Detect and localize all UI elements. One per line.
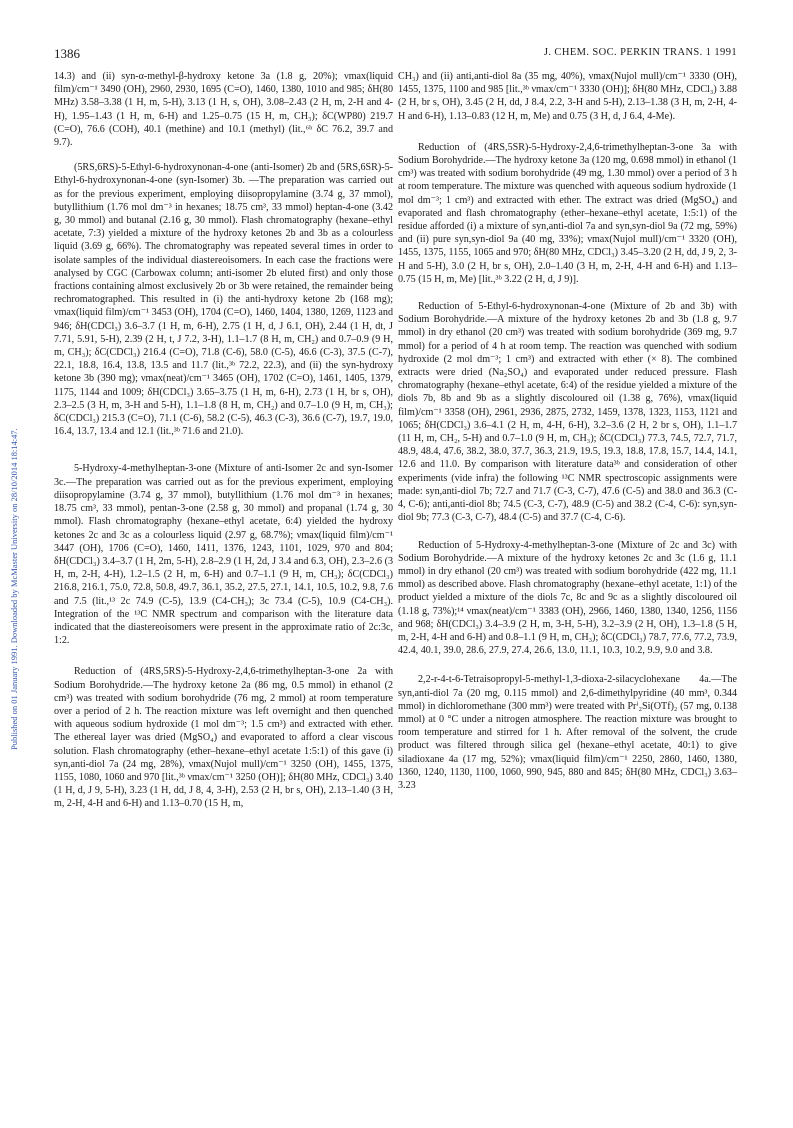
paragraph: Reduction of 5-Ethyl-6-hydroxynonan-4-one (Mixture of 2b and 3b) with Sodium Borohydride.—A mixture of the hydroxy ketones 2b and 3b (1.8 g, 9.7 mmol) in dry ethanol (20 cm³) was treated with sodium borohydride (369 mg, 9.7 mmol) for a period of 4 h at room temp. The reaction was quenched with sodium hydroxide (2 mol dm⁻³; 1 cm³) and extracted with ether (× 8). The combined extracts were dried (Na₂SO₄) and evaporated under reduced pressure. Flash chromatography (hexane–ethyl acetate, 6:4) of the residue yielded a mixture of the diols 7b, 8b and 9b as a slightly discoloured oil (1.38 g, 76%), νmax(liquid film)/cm⁻¹ 3358 (OH), 2961, 2936, 2875, 2732, 1459, 1378, 1323, 1153, 1121 and 1065; δH(CDCl₃) 3.6–4.1 (2 H, m, 4-H, 6-H), 3.2–3.6 (2 H, 2 br s, OH), 1.1–1.7 (11 H, m, CH₂, 5-H) and 0.7–1.0 (9 H, m, CH₃); δC(CDCl₃) 77.3, 74.5, 72.7, 71.7, 48.9, 48.4, 47.6, 38.2, 38.0, 37.7, 36.3, 21.9, 19.5, 19.3, 18.8, 17.8, 15.7, 14.4, 14.1, 12.6 and 11.0. By comparison with literature data³ᵇ and consideration of other experiments (vide infra) the following ¹³C NMR spectroscopic assignments were made: syn,anti-diol 7b; 72.7 and 71.7 (C-3, C-7), 47.6 (C-5) and 38.0 and 36.3 (C-4, C-6); anti,anti-diol 8b; 74.5 (C-3, C-7), 48.9 (C-5) and 38.2 (C-4, C-6): syn,syn-diol 9b; 77.3 (C-3, C-7), 48.4 (C-5) and 37.7 (C-4, C-6). <box>398 301 737 524</box>
paragraph: 2,2-r-4-t-6-Tetraisopropyl-5-methyl-1,3-dioxa-2-silacyclohexane 4a.—The syn,anti-diol 7a (20 mg, 0.115 mmol) and 2,6-dimethylpyridine (40 mm³, 0.344 mmol) in dichloromethane (300 mm³) were treated with Prⁱ₂Si(OTf)₂ (57 mg, 0.138 mmol) at 0 °C under a nitrogen atmosphere. The reaction mixture was brought to room temperature and stirred for 1 h. After removal of the solvent, the crude product was filtered through silica gel (hexane–ethyl acetate, 40:1) to give siladioxane 4a (17 mg, 52%); νmax(liquid film)/cm⁻¹ 2250, 2860, 1460, 1380, 1360, 1240, 1130, 1100, 1060, 990, 945, 880 and 845; δH(80 MHz, CDCl₃) 3.63–3.23 <box>398 674 737 791</box>
page-number: 1386 <box>54 46 80 61</box>
paragraph: 5-Hydroxy-4-methylheptan-3-one (Mixture of anti-Isomer 2c and syn-Isomer 3c.—The preparation was carried out as for the previous experiment, employing diisopropylamine (3.74 g, 37 mmol), butyllithium (1.76 mol dm⁻³ in hexanes; 18.75 cm³, 33 mmol), pentan-3-one (2.58 g, 30 mmol) and propanal (1.74 g, 30 mmol). Flash chromatography (hexane–ethyl acetate, 6:4) yielded the hydroxy ketones 2c and 3c as a colourless liquid (2.97 g, 68.7%); νmax(liquid film)/cm⁻¹ 3447 (OH), 1706 (C=O), 1460, 1411, 1376, 1243, 1101, 1029, 970 and 804; δH(CDCl₃) 3.4–3.7 (1 H, 2m, 5-H), 2.8–2.9 (1 H, 2d, J 3.4 and 6.3, OH), 2.3–2.6 (3 H, m, 2-H, 4-H), 1.2–1.5 (2 H, m, 6-H) and 0.7–1.1 (9 H, m, CH₃); δC(CDCl₃) 216.8, 216.1, 75.0, 72.8, 50.8, 49.7, 36.1, 35.2, 27.5, 27.1, 14.1, 10.5, 10.2, 9.8, 7.6 and 7.5 (lit.,¹³ 2c 74.9 (C-5), 13.9 (C4-CH₃); 3c 73.4 (C-5), 10.9 (C4-CH₃). Integration of the ¹³C NMR spectrum and comparison with the literature data indicated that the diastereoisomers were present in the approximate ratio of 2c:3c, 1:2. <box>54 463 393 647</box>
right-column <box>398 70 737 792</box>
journal-header: J. CHEM. SOC. PERKIN TRANS. 1 1991 <box>543 47 737 58</box>
paragraph: (5RS,6RS)-5-Ethyl-6-hydroxynonan-4-one (anti-Isomer) 2b and (5RS,6SR)-5-Ethyl-6-hydroxynonan-4-one (syn-Isomer) 3b. —The preparation was carried out as for the previous experiment, employing diisopropylamine (3.74 g, 37 mmol), butyllithium (1.76 mol dm⁻³ in hexanes; 18.75 cm³, 33 mmol) heptan-4-one (3.42 g, 30 mmol) and butanal (2.16 g, 30 mmol). Flash chromatography (hexane–ethyl acetate, 7:3) yielded a mixture of the hydroxy ketones 2b and 3b as a colourless liquid (3.69 g, 66%). The chromatography was repeated several times in order to isolate samples of the individual diastereoisomers. In each case the fractions were analysed by CGC (Carbowax column; anti-isomer 2b eluted first) and only those fractions containing almost exclusively 2b or 3b were retained, the remainder being rechromatographed. This resulted in (i) the anti-hydroxy ketone 2b (168 mg); νmax(liquid film)/cm⁻¹ 3453 (OH), 1704 (C=O), 1460, 1404, 1380, 1269, 1123 and 946; δH(CDCl₃) 3.6–3.7 (1 H, m, 6-H), 2.75 (1 H, d, J 6.1, OH), 2.44 (1 H, dt, J 7.71, 5.91, 5-H), 2.39 (2 H, t, J 7.2, 3-H), 1.1–1.7 (8 H, m, CH₂) and 0.7–0.9 (9 H, m, CH₃); δC(CDCl₃) 216.4 (C=O), 71.8 (C-6), 58.0 (C-5), 46.6 (C-3), 37.5 (C-7), 22.1, 18.8, 16.4, 13.8, 13.5 and 11.7 (lit.,³ᵇ 72.2, 22.3), and (ii) the syn-hydroxy ketone 3b (390 mg); νmax(neat)/cm⁻¹ 3465 (OH), 1702 (C=O), 1461, 1405, 1379, 1175, 1144 and 1009; δH(CDCl₃) 3.65–3.75 (1 H, m, 6-H), 2.73 (1 H, br s, OH), 2.3–2.5 (3 H, m, 3-H and 5-H), 1.1–1.8 (8 H, m, CH₂) and 0.7–1.0 (9 H, m, CH₃); δC(CDCl₃) 215.3 (C=O), 71.1 (C-6), 58.2 (C-5), 46.3 (C-3), 36.6 (C-7), 19.7, 19.0, 16.4, 13.7, 13.4 and 12.1 (lit.,³ᵇ 71.6 and 21.0). <box>54 162 393 438</box>
paragraph: Reduction of 5-Hydroxy-4-methylheptan-3-one (Mixture of 2c and 3c) with Sodium Borohydride.—A mixture of the hydroxy ketones 2c and 3c (1.6 g, 11.1 mmol) in dry ethanol (20 cm³) was treated with sodium borohydride (422 mg, 11.1 mmol) as described above. Flash chromatography (hexane–ethyl acetate, 1:1) of the product yielded a mixture of the diols 7c, 8c and 9c as a slightly discoloured oil (1.18 g, 73%);¹⁴ νmax(neat)/cm⁻¹ 3383 (OH), 2966, 1460, 1380, 1340, 1256, 1156 and 968; δH(CDCl₃) 3.4–3.9 (2 H, m, 3-H, 5-H), 3.2–3.9 (2 H, OH), 1.3–1.8 (5 H, m, 2-H, 4-H and 6-H) and 0.8–1.1 (9 H, m, CH₃); δC(CDCl₃) 78.7, 77.6, 77.2, 73.9, 42.4, 40.1, 39.0, 28.6, 27.9, 27.4, 26.6, 13.0, 11.1, 10.3, 10.2, 9.9, 9.0 and 3.8. <box>398 539 737 657</box>
paragraph: CH₃) and (ii) anti,anti-diol 8a (35 mg, 40%), νmax(Nujol mull)/cm⁻¹ 3330 (OH), 1455, 1375, 1100 and 985 [lit.,³ᵇ νmax/cm⁻¹ 3330 (OH)]; δH(80 MHz, CDCl₃) 3.88 (2 H, br s, OH), 3.45 (2 H, dd, J 8.4, 2.2, 3-H and 5-H), 2.13–1.38 (3 H, m, 2-H, 4-H and 6-H), 1.13–0.83 (12 H, m, Me) and 0.75 (3 H, d, J 6.4, 4-Me). <box>398 71 737 122</box>
paragraph: 14.3) and (ii) syn-α-methyl-β-hydroxy ketone 3a (1.8 g, 20%); νmax(liquid film)/cm⁻¹ 3490 (OH), 2960, 2930, 1695 (C=O), 1460, 1380, 1010 and 985; δH(80 MHz) 3.58–3.38 (1 H, m, 5-H), 3.13 (1 H, s, OH), 3.08–2.43 (2 H, m, 2-H and 4-H), 1.95–1.43 (1 H, m, 6-H) and 1.25–0.75 (15 H, m, CH₃); δC(WP80) 219.7 (C=O), 76.6 (COH), 40.1 (methine) and 10.1 (methyl) (lit.,⁶ᵇ δC 76.2, 39.7 and 9.7). <box>54 71 393 149</box>
left-column <box>54 70 393 811</box>
paragraph: Reduction of (4RS,5RS)-5-Hydroxy-2,4,6-trimethylheptan-3-one 2a with Sodium Borohydride.—The hydroxy ketone 2a (86 mg, 0.5 mmol) in ethanol (2 cm³) was treated with sodium borohydride (76 mg, 2 mmol) at room temperature over a period of 2 h. The reaction mixture was left overnight and then quenched with aqueous sodium hydroxide (1 mol dm⁻³; 1.5 cm³) and extracted with ether. The ethereal layer was dried (MgSO₄) and evaporated to afford a clear viscous solution. Flash chromatography (ether–hexane–ethyl acetate 1:5:1) of this gave (i) syn,anti-diol 7a (24 mg, 28%), νmax(Nujol mull)/cm⁻¹ 3250 (OH), 1455, 1375, 1155, 1080, 1060 and 970 [lit.,³ᵇ νmax/cm⁻¹ 3250 (OH)]; δH(80 MHz, CDCl₃) 3.40 (1 H, d, J 9, 5-H), 3.23 (1 H, dd, J 8, 4, 3-H), 2.53 (2 H, br s, OH), 2.13–1.40 (3 H, m, 2-H, 4-H and 6-H) and 1.13–0.70 (15 H, m, <box>54 666 393 810</box>
paragraph: Reduction of (4RS,5SR)-5-Hydroxy-2,4,6-trimethylheptan-3-one 3a with Sodium Borohydride.—The hydroxy ketone 3a (120 mg, 0.698 mmol) in ethanol (1 cm³) was treated with sodium borohydride (49 mg, 1.30 mmol) over a period of 3 h at room temperature. The mixture was quenched with aqueous sodium hydroxide (1 mol dm⁻³; 1 cm³) and extracted with ether. The extract was dried (MgSO₄) and evaporated and flash chromatography (ether–hexane–ethyl acetate, 1:5:1) of the residue afforded (i) a mixture of syn,anti-diol 7a and syn,syn-diol 9a (72 mg, 59%) and (ii) pure syn,syn-diol 9a (40 mg, 33%); νmax(Nujol mull)/cm⁻¹ 3320 (OH), 1455, 1375, 1155, 1065 and 970; δH(80 MHz, CDCl₃) 3.45–3.20 (2 H, dd, J 9, 2, 3-H and 5-H), 3.0 (2 H, br s, OH), 2.0–1.40 (3 H, m, 2-H, 4-H and 6-H) and 1.13–0.75 (15 H, m, Me) [lit.,³ᵇ 3.22 (2 H, d, J 9)]. <box>398 141 737 285</box>
download-watermark: Published on 01 January 1991. Downloaded by McMaster University on 28/10/2014 18:14:47. <box>9 428 19 750</box>
